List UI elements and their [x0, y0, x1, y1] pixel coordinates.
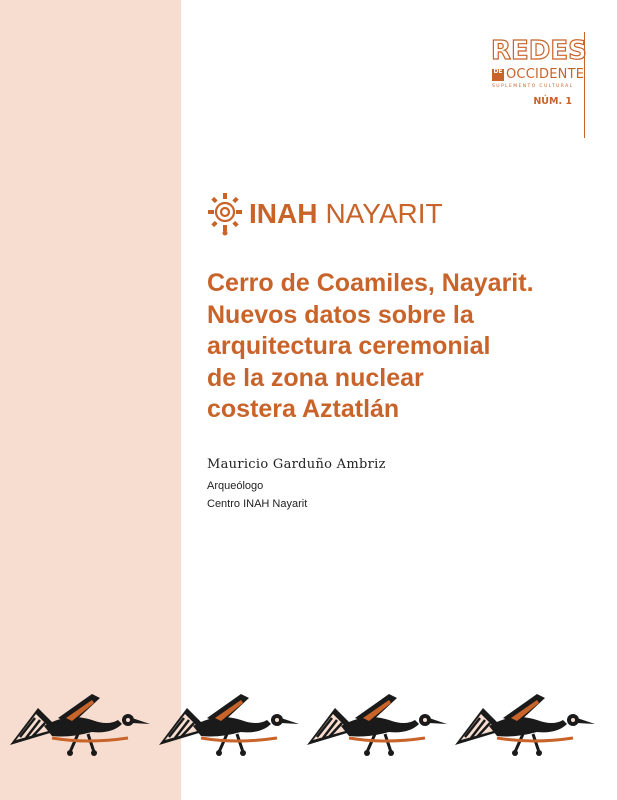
- bird-motif-icon: [455, 694, 595, 756]
- inah-emblem-icon: [207, 192, 243, 236]
- title-line: arquitectura ceremonial: [207, 332, 491, 360]
- masthead-logo: [487, 32, 585, 138]
- title-line: costera Aztatlán: [207, 395, 400, 423]
- bird-motif-icon: [10, 694, 150, 756]
- masthead-logo-region: OCCIDENTE: [506, 67, 585, 82]
- bird-frieze: [0, 690, 617, 760]
- masthead-logo-tagline: SUPLEMENTO CULTURAL: [492, 84, 574, 89]
- institution-state: NAYARIT: [325, 198, 443, 229]
- bird-motif-icon: [307, 694, 447, 756]
- author-role: Arqueólogo: [207, 480, 264, 492]
- title-line: de la zona nuclear: [207, 363, 424, 392]
- author-name: Mauricio Garduño Ambriz: [207, 457, 386, 472]
- decorative-side-band: [0, 0, 181, 800]
- title-line: Nuevos datos sobre la: [207, 300, 474, 329]
- masthead-logo-word: REDES: [491, 36, 587, 66]
- bird-motif-icon: [159, 694, 299, 756]
- institution-name: INAH: [249, 198, 318, 229]
- title-line: Cerro de Coamiles, Nayarit.: [207, 269, 534, 297]
- inah-logo: [207, 190, 443, 238]
- article-title: [207, 268, 597, 426]
- issue-number: NÚM. 1: [533, 96, 572, 107]
- author-affiliation: Centro INAH Nayarit: [207, 498, 308, 510]
- masthead-logo-connector: DE: [492, 69, 504, 81]
